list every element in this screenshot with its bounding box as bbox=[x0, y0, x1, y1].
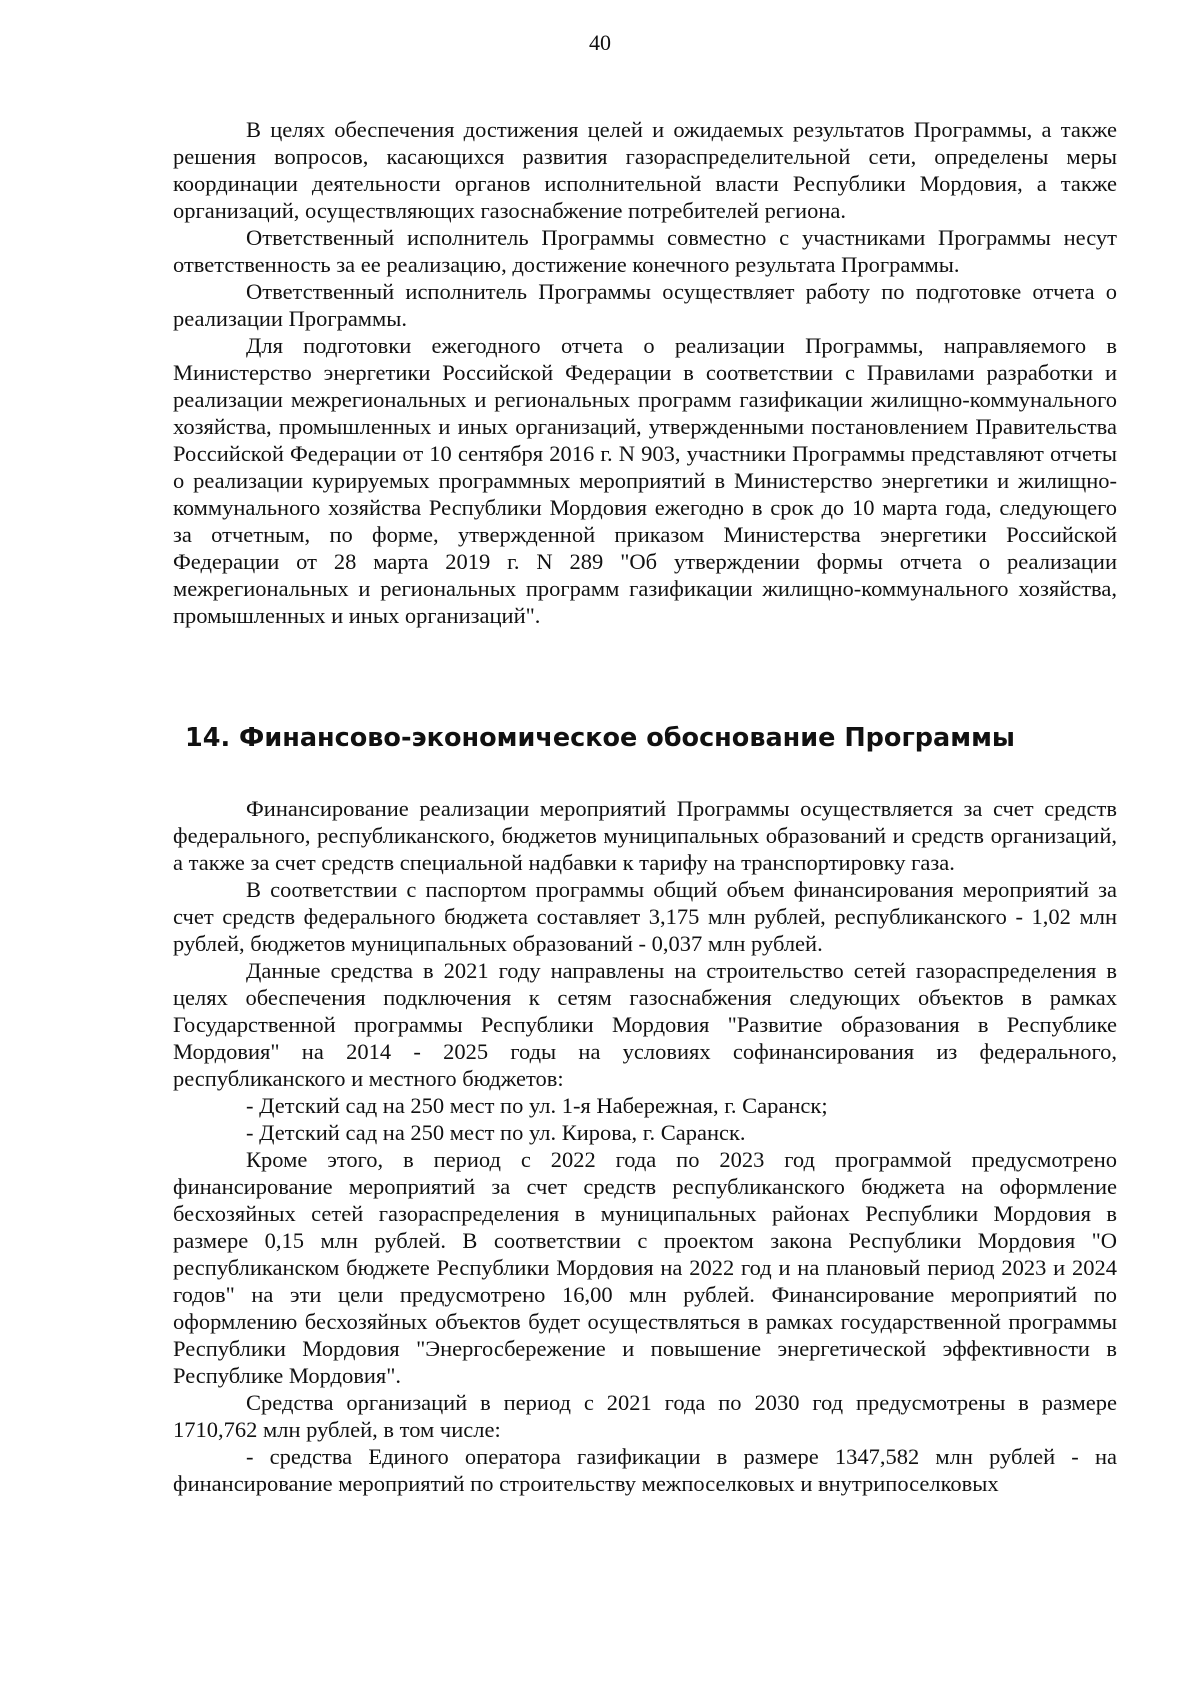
list-item: - Детский сад на 250 мест по ул. Кирова, г. Саранск. bbox=[246, 1120, 746, 1145]
text-block-coordination bbox=[173, 116, 1117, 629]
page-number: 40 bbox=[589, 30, 611, 55]
paragraph: Для подготовки ежегодного отчета о реализации Программы, направляемого в Министерство энергетики Российской Федерации в соответствии с Правилами разработки и реализации межрегиональных и региональных программ газификации жилищно-коммунального хозяйства, промышленных и иных организаций, утвержденными постановлением Правительства Российской Федерации от 10 сентября 2016 г. N 903, участники Программы представляют отчеты о реализации курируемых программных мероприятий в Министерство энергетики и жилищно-коммунального хозяйства Республики Мордовия ежегодно в срок до 10 марта года, следующего за отчетным, по форме, утвержденной приказом Министерства энергетики Российской Федерации от 28 марта 2019 г. N 289 "Об утверждении формы отчета о реализации межрегиональных и региональных программ газификации жилищно-коммунального хозяйства, промышленных и иных организаций". bbox=[173, 333, 1117, 628]
text-block-financing bbox=[173, 795, 1117, 1497]
paragraph: Данные средства в 2021 году направлены на строительство сетей газораспределения в целях обеспечения подключения к сетям газоснабжения следующих объектов в рамках Государственной программы Республики Мордовия "Развитие образования в Республике Мордовия" на 2014 - 2025 годы на условиях софинансирования из федерального, республиканского и местного бюджетов: bbox=[173, 958, 1117, 1091]
paragraph: В целях обеспечения достижения целей и ожидаемых результатов Программы, а также решения вопросов, касающихся развития газораспределительной сети, определены меры координации деятельности органов исполнительной власти Республики Мордовия, а также организаций, осуществляющих газоснабжение потребителей региона. bbox=[173, 117, 1117, 223]
paragraph: Средства организаций в период с 2021 года по 2030 год предусмотрены в размере 1710,762 млн рублей, в том числе: bbox=[173, 1390, 1117, 1442]
list-item: - средства Единого оператора газификации в размере 1347,582 млн рублей - на финансирование мероприятий по строительству межпоселковых и внутрипоселковых bbox=[173, 1444, 1117, 1496]
paragraph: Ответственный исполнитель Программы совместно с участниками Программы несут ответственность за ее реализацию, достижение конечного результата Программы. bbox=[173, 225, 1117, 277]
list-item: - Детский сад на 250 мест по ул. 1-я Набережная, г. Саранск; bbox=[246, 1093, 828, 1118]
paragraph: Финансирование реализации мероприятий Программы осуществляется за счет средств федерального, республиканского, бюджетов муниципальных образований и средств организаций, а также за счет средств специальной надбавки к тарифу на транспортировку газа. bbox=[173, 796, 1117, 875]
paragraph: В соответствии с паспортом программы общий объем финансирования мероприятий за счет средств федерального бюджета составляет 3,175 млн рублей, республиканского - 1,02 млн рублей, бюджетов муниципальных образований - 0,037 млн рублей. bbox=[173, 877, 1117, 956]
paragraph: Ответственный исполнитель Программы осуществляет работу по подготовке отчета о реализации Программы. bbox=[173, 279, 1117, 331]
section-heading: 14. Финансово-экономическое обоснование Программы bbox=[185, 723, 1015, 753]
paragraph: Кроме этого, в период с 2022 года по 2023 год программой предусмотрено финансирование мероприятий за счет средств республиканского бюджета на оформление бесхозяйных сетей газораспределения в муниципальных районах Республики Мордовия в размере 0,15 млн рублей. В соответствии с проектом закона Республики Мордовия "О республиканском бюджете Республики Мордовия на 2022 год и на плановый период 2023 и 2024 годов" на эти цели предусмотрено 16,00 млн рублей. Финансирование мероприятий по оформлению бесхозяйных объектов будет осуществляться в рамках государственной программы Республики Мордовия "Энергосбережение и повышение энергетической эффективности в Республике Мордовия". bbox=[173, 1147, 1117, 1388]
